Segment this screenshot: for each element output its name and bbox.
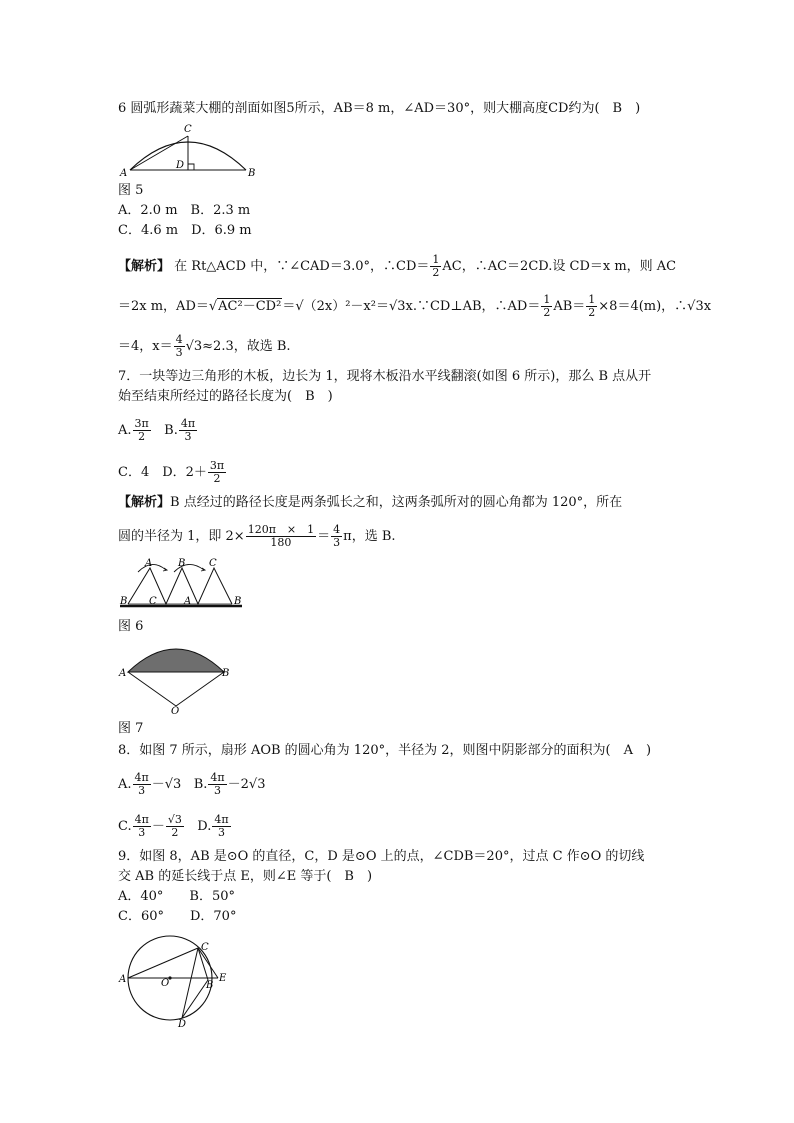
fig6-label-b-top: B	[178, 558, 186, 569]
fig5-label-d: D	[176, 160, 185, 171]
fig5-caption: 图 5	[118, 183, 144, 198]
fig5-label-c: C	[184, 124, 192, 135]
q9-stem-line2: 交 AB 的延长线于点 E，则∠E 等于( B )	[118, 869, 373, 884]
q8-options-ab: A. $\frac{4\pi}{3}$ －√3 B. $\frac{4\pi}{3}$ －2√3	[118, 771, 266, 797]
figure-7-sector	[118, 640, 236, 716]
q7-options-cd: C．4 D．2＋ $\frac{3\pi}{2}$	[118, 459, 225, 485]
figure-8-circle-tangent	[118, 932, 240, 1028]
q6-stem: 6 圆弧形蔬菜大棚的剖面如图5所示，AB＝8 m，∠AD＝30°，则大棚高度CD约为( B )	[118, 101, 641, 116]
q9-options-ab: A．40° B．50°	[118, 889, 236, 904]
fig6-label-a-top: A	[145, 558, 153, 569]
q8-options-cd: C. $\frac{4\pi}{3}$ － $\frac{√3}{2}$ D. $\frac{4\pi}{3}$	[118, 813, 229, 839]
figure-5-arch	[118, 122, 258, 178]
figure-6-rolling-triangles	[118, 554, 246, 612]
fig6-label-b-left: B	[120, 596, 128, 607]
fig6-caption: 图 6	[118, 619, 144, 634]
q9-stem-line1: 9．如图 8，AB 是⊙O 的直径，C，D 是⊙O 上的点，∠CDB＝20°，过点 C 作⊙O 的切线	[118, 849, 645, 864]
q8-stem: 8．如图 7 所示，扇形 AOB 的圆心角为 120°，半径为 2，则图中阴影部分的面积为( A )	[118, 743, 652, 758]
fig8-label-c: C	[201, 942, 209, 953]
q7-analysis-line2: 圆的半径为 1，即 2× $\frac{120\pi \times 1}{180}$ ＝ $\frac{4}{3}$ π，选 B.	[118, 523, 396, 549]
q6-analysis-line3: ＝4，x＝ $\frac{4}{3}$ √3≈2.3，故选 B.	[118, 333, 291, 359]
fig8-label-a: A	[119, 974, 127, 985]
q6-analysis-line2: ＝2x m，AD＝√AC²－CD²＝√（2x）²－x²＝√3x.∵CD⊥AB，∴AD＝ $\frac{1}{2}$ AB＝ $\frac{1}{2}$ ×8＝4(m)，∴√3x	[118, 293, 712, 319]
analysis-tag: 【解析】	[118, 259, 171, 274]
fig8-label-b: B	[206, 980, 214, 991]
fig5-label-b: B	[248, 168, 256, 178]
fig8-label-d: D	[178, 1019, 187, 1028]
fig6-label-c-top: C	[209, 558, 217, 569]
q9-options-cd: C．60° D．70°	[118, 909, 237, 924]
fig8-label-o: O	[161, 978, 170, 989]
fig6-label-b-right: B	[234, 596, 242, 607]
fig6-label-a-base: A	[184, 596, 192, 607]
fig8-label-e: E	[219, 973, 227, 984]
fig5-label-a: A	[120, 168, 128, 178]
q7-stem-line2: 始至结束所经过的路径长度为( B )	[118, 389, 333, 404]
fig7-label-o: O	[171, 706, 180, 716]
fig7-label-b: B	[222, 668, 230, 679]
q6-options-ab: A．2.0 m B．2.3 m	[118, 203, 251, 218]
q6-analysis-line1: 【解析】 在 Rt△ACD 中，∵∠CAD＝3.0°，∴CD＝ $\frac{1}{2}$ AC，∴AC＝2CD.设 CD＝x m，则 AC	[118, 253, 677, 279]
fig6-label-c-base: C	[149, 596, 157, 607]
q6-options-cd: C．4.6 m D．6.9 m	[118, 223, 252, 238]
q7-analysis-line1: 【解析】B 点经过的路径长度是两条弧长之和，这两条弧所对的圆心角都为 120°，所在	[118, 495, 623, 510]
fig7-label-a: A	[119, 668, 127, 679]
fig7-caption: 图 7	[118, 721, 144, 736]
q7-options-ab: A. $\frac{3\pi}{2}$ B. $\frac{4\pi}{3}$	[118, 417, 196, 443]
q7-stem-line1: 7．一块等边三角形的木板，边长为 1，现将木板沿水平线翻滚(如图 6 所示)，那么 B 点从开	[118, 369, 652, 384]
